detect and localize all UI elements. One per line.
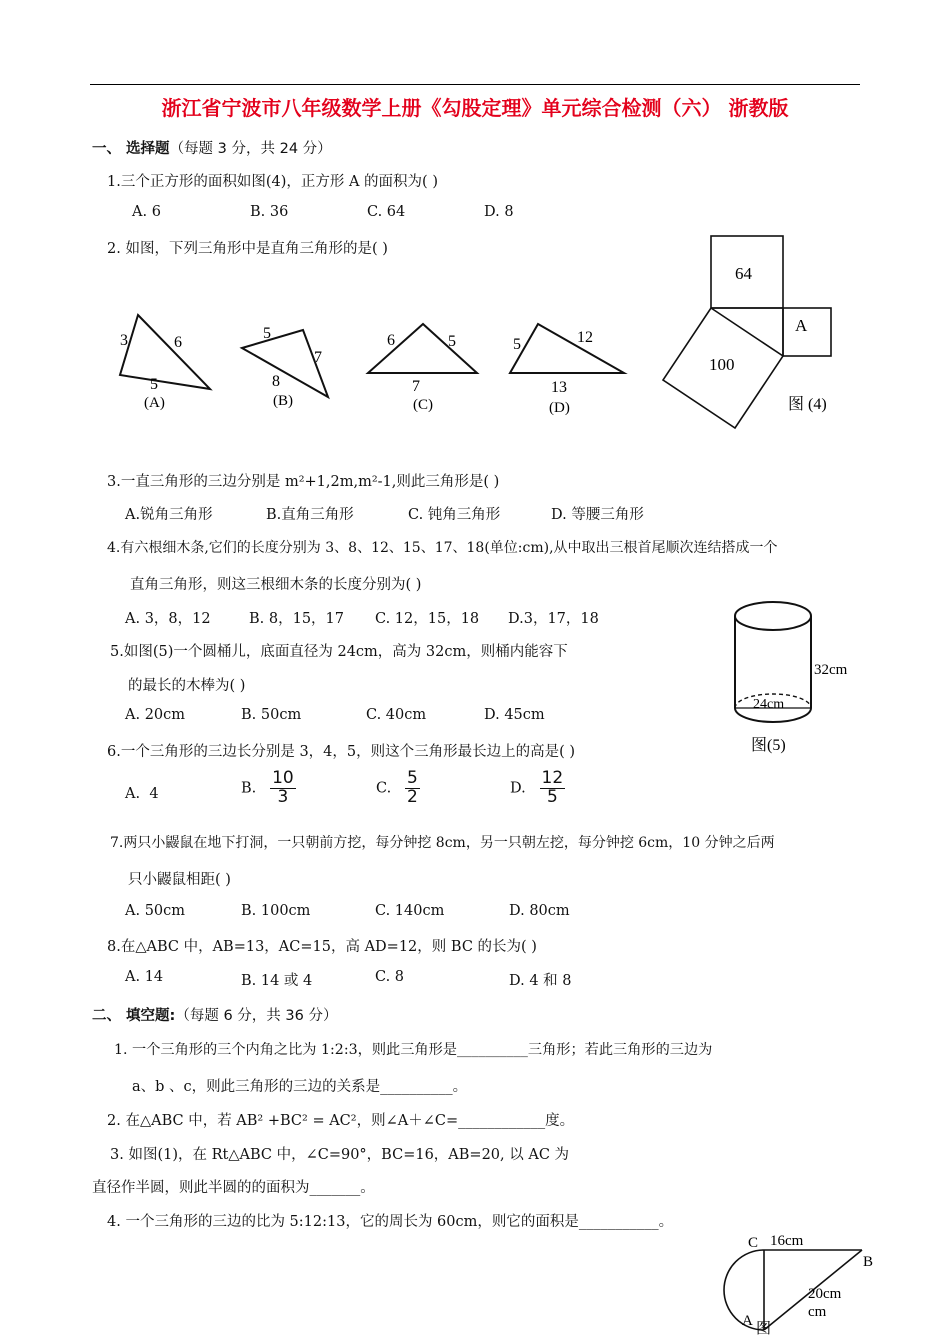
q6-option-a-value: 4 bbox=[149, 786, 159, 802]
fill-1-line-2: a、b 、c，则此三角形的三边的关系是__________。 bbox=[132, 1079, 468, 1095]
figure-4-caption: 图 (4) bbox=[788, 396, 827, 413]
q6-option-b bbox=[241, 770, 296, 807]
triangle-d bbox=[510, 324, 624, 416]
q8-option-d: D. 4 和 8 bbox=[509, 973, 572, 989]
q6-option-d-fraction bbox=[540, 770, 566, 807]
question-7-line-2: 只小鼹鼠相距( ) bbox=[128, 872, 231, 888]
q1-option-b: B. 36 bbox=[250, 204, 289, 220]
q7-option-a: A. 50cm bbox=[125, 903, 186, 919]
triangle-d-side-2: 12 bbox=[577, 329, 593, 346]
q8-option-a: A. 14 bbox=[125, 969, 164, 985]
figure-5-caption: 图(5) bbox=[751, 737, 786, 754]
q3-option-c: C. 钝角三角形 bbox=[408, 507, 501, 523]
fill-3-line-2: 直径作半圆，则此半圆的的面积为_______。 bbox=[92, 1180, 375, 1196]
q6-option-b-letter: B. bbox=[241, 780, 257, 797]
q1-option-d: D. 8 bbox=[484, 204, 514, 220]
triangle-c-side-1: 6 bbox=[387, 332, 395, 349]
triangle-b-side-1: 5 bbox=[263, 325, 271, 342]
question-6: 6.一个三角形的三边长分别是 3，4，5，则这个三角形最长边上的高是( ) bbox=[107, 744, 576, 760]
triangle-a-side-1: 3 bbox=[120, 332, 128, 349]
triangle-d-side-3: 13 bbox=[551, 379, 567, 396]
question-8: 8.在△ABC 中，AB=13，AC=15，高 AD=12，则 BC 的长为( ) bbox=[107, 939, 537, 955]
section-1-title: 一、 选择题 bbox=[92, 141, 170, 157]
question-3: 3.一直三角形的三边分别是 m²+1,2m,m²-1,则此三角形是( ) bbox=[107, 474, 500, 490]
q5-option-c: C. 40cm bbox=[366, 707, 427, 723]
q3-option-b: B.直角三角形 bbox=[266, 507, 354, 523]
q6-option-c bbox=[376, 770, 420, 807]
section-2-note: （每题 6 分，共 36 分） bbox=[175, 1008, 338, 1024]
q5-option-a: A. 20cm bbox=[125, 707, 186, 723]
triangle-b bbox=[242, 325, 328, 409]
q4-option-d: D.3，17，18 bbox=[508, 611, 599, 627]
q6-option-d-denominator: 5 bbox=[546, 786, 558, 807]
triangle-a-side-3: 5 bbox=[150, 376, 158, 393]
section-1-note: （每题 3 分，共 24 分） bbox=[169, 141, 332, 157]
fill-1-line-1: 1. 一个三角形的三个内角之比为 1:2:3，则此三角形是__________三角形；若此三角形的三边为 bbox=[114, 1042, 713, 1058]
q4-option-c: C. 12，15，18 bbox=[375, 611, 480, 627]
q1-option-a: A. 6 bbox=[132, 204, 161, 220]
figure-5-cylinder bbox=[725, 596, 865, 758]
question-2: 2. 如图，下列三角形中是直角三角形的是( ) bbox=[107, 241, 388, 257]
q6-option-d-letter: D. bbox=[510, 780, 526, 797]
q6-option-c-numerator: 5 bbox=[407, 768, 418, 788]
q8-option-c: C. 8 bbox=[375, 969, 405, 985]
q7-option-c: C. 140cm bbox=[375, 903, 445, 919]
q6-option-a-letter: A. bbox=[125, 786, 141, 802]
q6-option-c-fraction bbox=[405, 770, 420, 807]
q7-option-d: D. 80cm bbox=[509, 903, 570, 919]
triangle-a-side-2: 6 bbox=[174, 334, 182, 351]
triangle-c bbox=[368, 324, 477, 413]
triangle-b-side-3: 8 bbox=[272, 373, 280, 390]
question-5-line-1: 5.如图(5)一个圆桶儿，底面直径为 24cm，高为 32cm，则桶内能容下 bbox=[110, 644, 568, 660]
q4-option-a: A. 3，8，12 bbox=[125, 611, 211, 627]
q1-option-c: C. 64 bbox=[367, 204, 406, 220]
q3-option-a: A.锐角三角形 bbox=[125, 507, 213, 523]
q8-option-b: B. 14 或 4 bbox=[241, 973, 313, 989]
fill-3-line-1: 3. 如图(1)，在 Rt△ABC 中，∠C=90°，BC=16，AB=20, 以 AC 为 bbox=[110, 1147, 570, 1163]
triangle-b-label: (B) bbox=[273, 393, 293, 409]
cylinder-diameter: 24cm bbox=[753, 697, 785, 712]
triangle-d-side-1: 5 bbox=[513, 336, 521, 353]
section-2-title: 二、 填空题: bbox=[92, 1008, 176, 1024]
q6-option-b-denominator: 3 bbox=[277, 786, 289, 807]
square-a-label: A bbox=[795, 316, 808, 335]
triangle-b-side-2: 7 bbox=[314, 349, 322, 366]
q5-option-b: B. 50cm bbox=[241, 707, 302, 723]
question-1: 1.三个正方形的面积如图(4)，正方形 A 的面积为( ) bbox=[107, 174, 438, 190]
triangle-d-label: (D) bbox=[549, 400, 570, 416]
q6-option-b-fraction bbox=[270, 770, 296, 807]
question-4-line-1: 4.有六根细木条,它们的长度分别为 3、8、12、15、17、18(单位:cm),从中取出三根首尾顺次连结搭成一个 bbox=[107, 540, 778, 556]
vertex-b-label: B bbox=[863, 1254, 874, 1270]
triangle-c-label: (C) bbox=[413, 397, 433, 413]
page-title: 浙江省宁波市八年级数学上册《勾股定理》单元综合检测（六） 浙教版 bbox=[161, 96, 789, 120]
q3-option-d: D. 等腰三角形 bbox=[551, 507, 644, 523]
header-rule bbox=[90, 84, 860, 85]
section-1-heading bbox=[92, 137, 332, 158]
cylinder-height: 32cm bbox=[814, 662, 848, 678]
q5-option-d: D. 45cm bbox=[484, 707, 545, 723]
figure-4-squares bbox=[655, 230, 845, 435]
triangle-c-side-2: 5 bbox=[448, 333, 456, 350]
question-5-line-2: 的最长的木棒为( ) bbox=[128, 678, 246, 694]
figure-1-caption: 图 bbox=[756, 1321, 772, 1337]
triangle-c-side-3: 7 bbox=[412, 378, 420, 395]
vertex-a-label: A bbox=[742, 1313, 753, 1329]
section-2-heading bbox=[92, 1004, 337, 1025]
triangle-a-label: (A) bbox=[144, 395, 165, 411]
square-100-label: 100 bbox=[709, 355, 735, 374]
triangle-a bbox=[120, 315, 210, 411]
fill-2: 2. 在△ABC 中，若 AB² +BC² = AC²，则∠A＋∠C=____________度。 bbox=[107, 1113, 575, 1129]
q6-option-a bbox=[125, 786, 159, 802]
triangles-figure bbox=[110, 305, 640, 420]
figure-1-semicircle bbox=[714, 1228, 884, 1344]
fill-4: 4. 一个三角形的三边的比为 5:12:13，它的周长为 60cm，则它的面积是___________。 bbox=[107, 1214, 674, 1230]
square-64-label: 64 bbox=[735, 264, 752, 283]
question-4-line-2: 直角三角形，则这三根细木条的长度分别为( ) bbox=[130, 577, 422, 593]
question-7-line-1: 7.两只小鼹鼠在地下打洞，一只朝前方挖，每分钟挖 8cm，另一只朝左挖，每分钟挖 6cm，10 分钟之后两 bbox=[110, 835, 775, 851]
q6-option-c-denominator: 2 bbox=[407, 786, 418, 807]
q6-option-d bbox=[510, 770, 565, 807]
side-ab-label-1: 20cm bbox=[808, 1286, 842, 1302]
side-ab-label-2: cm bbox=[808, 1304, 827, 1320]
q6-option-c-letter: C. bbox=[376, 780, 392, 797]
q6-option-b-numerator: 10 bbox=[272, 768, 294, 788]
vertex-c-label: C bbox=[748, 1235, 759, 1251]
q4-option-b: B. 8，15，17 bbox=[249, 611, 345, 627]
q7-option-b: B. 100cm bbox=[241, 903, 311, 919]
side-bc-label: 16cm bbox=[770, 1233, 804, 1249]
q6-option-d-numerator: 12 bbox=[541, 768, 564, 788]
